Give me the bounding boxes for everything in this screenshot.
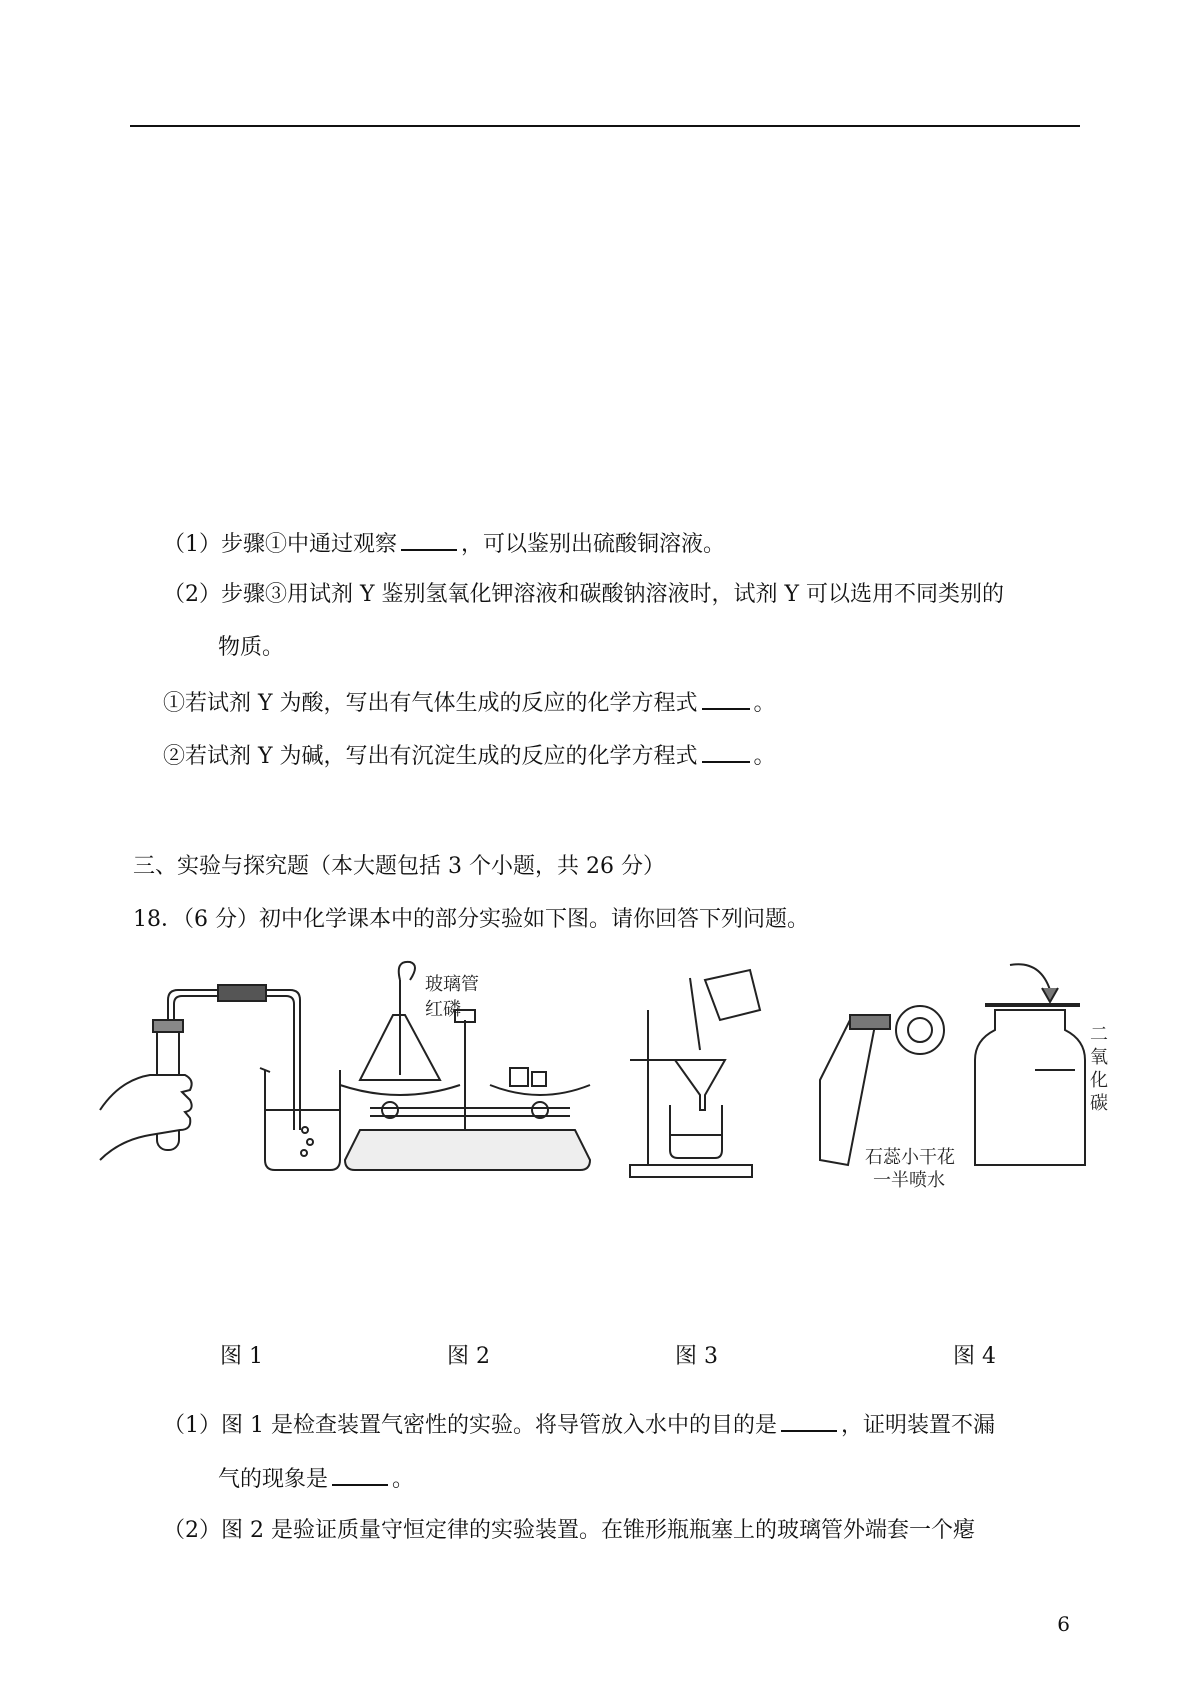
answer-blank[interactable] (702, 686, 750, 710)
fig1-apparatus (100, 985, 340, 1170)
subquestion-1-line2: 气的现象是 。 (218, 1462, 414, 1495)
fig2-label-tube: 玻璃管 (425, 974, 479, 995)
answer-blank[interactable] (781, 1408, 837, 1432)
answer-blank[interactable] (702, 739, 750, 763)
figure-label-4: 图 4 (953, 1344, 996, 1369)
question-2a: ①若试剂 Y 为酸，写出有气体生成的反应的化学方程式 。 (163, 686, 776, 719)
fig4-co2-experiment (820, 964, 1085, 1165)
fig4-label-co2-1: 二 (1090, 1024, 1108, 1045)
page-number: 6 (1057, 1612, 1070, 1636)
subquestion-1-line1: （1）图 1 是检查装置气密性的实验。将导管放入水中的目的是 ，证明装置不漏 (163, 1408, 995, 1441)
fig4-label-co2-2: 氧 (1090, 1047, 1108, 1068)
fig4-label-co2-4: 碳 (1090, 1093, 1108, 1114)
question-2-line2: 物质。 (218, 635, 285, 660)
question-1: （1）步骤①中通过观察 ，可以鉴别出硫酸铜溶液。 (163, 527, 725, 560)
subquestion-2-line1: （2）图 2 是验证质量守恒定律的实验装置。在锥形瓶瓶塞上的玻璃管外端套一个瘪 (163, 1518, 975, 1543)
question-2b: ②若试剂 Y 为碱，写出有沉淀生成的反应的化学方程式 。 (163, 739, 776, 772)
fig4-label-flower-1: 石蕊小干花 (865, 1147, 955, 1168)
question-2-line1: （2）步骤③用试剂 Y 鉴别氢氧化钾溶液和碳酸钠溶液时，试剂 Y 可以选用不同类别的 (163, 582, 1005, 607)
fig4-label-flower-2: 一半喷水 (873, 1170, 945, 1191)
section-title: 三、实验与探究题（本大题包括 3 个小题，共 26 分） (133, 854, 665, 879)
question-18: 18．（6 分）初中化学课本中的部分实验如下图。请你回答下列问题。 (133, 907, 809, 932)
fig3-filtration (630, 970, 760, 1177)
figure-label-2: 图 2 (447, 1344, 490, 1369)
fig2-label-phosphorus: 红磷 (425, 999, 461, 1020)
figure-strip (0, 960, 1200, 1220)
answer-blank[interactable] (332, 1462, 388, 1486)
figure-label-1: 图 1 (220, 1344, 263, 1369)
answer-blank[interactable] (401, 527, 457, 551)
header-rule (130, 125, 1080, 127)
fig4-label-co2-3: 化 (1090, 1070, 1108, 1091)
figure-label-3: 图 3 (675, 1344, 718, 1369)
